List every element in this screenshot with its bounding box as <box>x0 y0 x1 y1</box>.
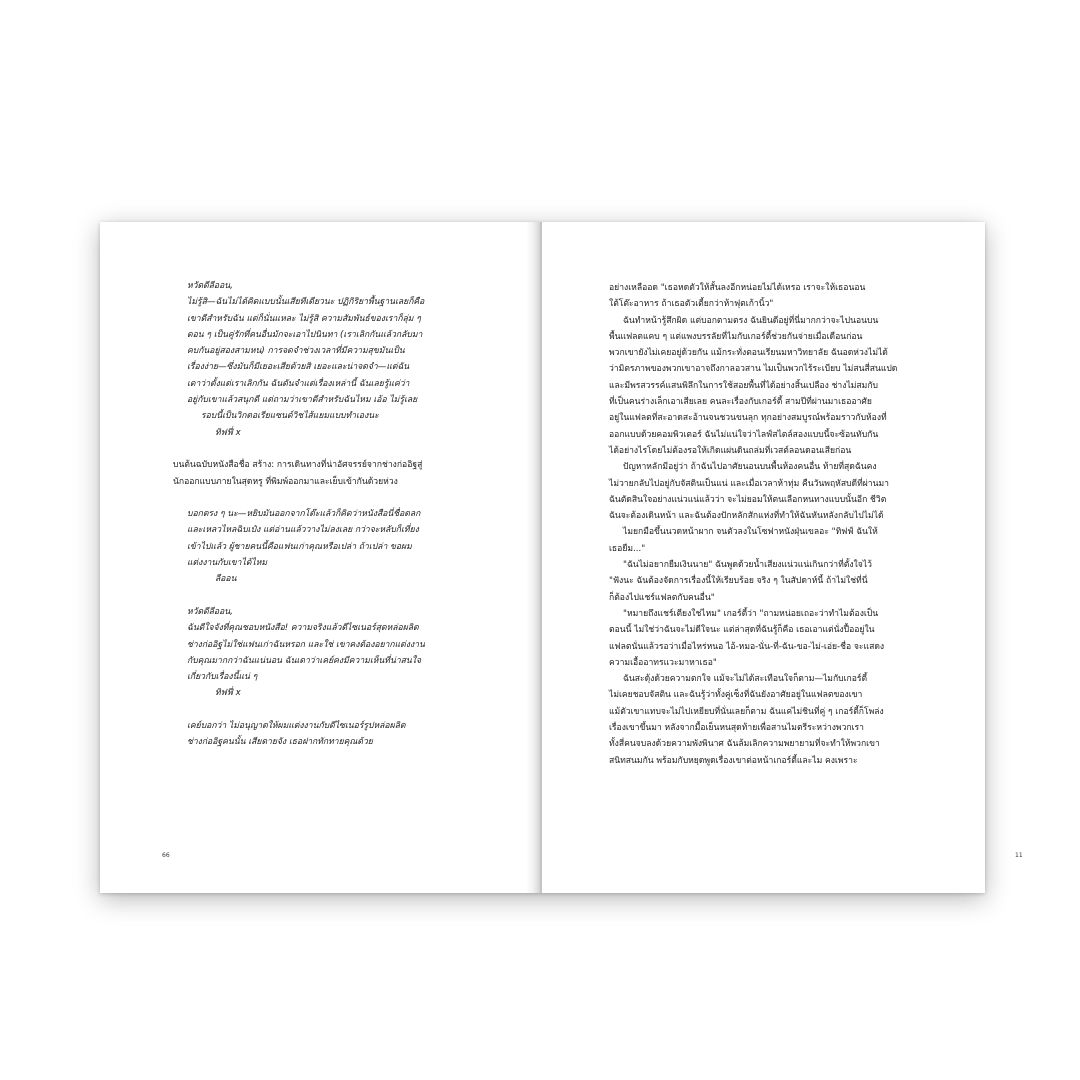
letter1-line: ดอน ๆ เป็นคู่รักที่คนอื่นมักจะเอาไปนินทา (เราเลิกกันแล้วกลับมา <box>187 329 423 340</box>
body-line: อย่างเหลืออด "เธอหดตัวให้สั้นลงอีกหน่อยไม่ได้เหรอ เราจะให้เธอนอน <box>609 283 866 293</box>
page-number-left: 66 <box>162 852 170 859</box>
right-page <box>542 222 1023 893</box>
body-line: ทั้งสี่คนจบลงด้วยความพังพินาศ ฉันล้มเลิกความพยายามที่จะทำให้พวกเขา <box>609 739 880 750</box>
intro-line: นักออกแบบภายในสุดหรู ที่พิมพ์ออกมาและเย็บเข้ากันด้วยห่วง <box>173 476 398 487</box>
body-line: ว่ามิตรภาพของพวกเขาอาจถึงกาลอวสาน ไมเป็นพวกไร้ระเบียบ ไม่สนสี่สนแปด <box>609 364 898 375</box>
letter3-line: ฉันดีใจจังที่คุณชอบหนังสือ! ความจริงแล้วดีไซเนอร์สุดหล่อผลิต <box>187 623 419 634</box>
body-line: ได้อย่างไรโดยไม่ต้องรอให้เกิดแผ่นดินถล่มที่เวสต์ลอนดอนเสียก่อน <box>609 445 852 456</box>
open-book <box>100 222 1023 893</box>
body-line: "ฉันไม่อยากยืมเงินนาย" ฉันพูดด้วยน้ำเสียงแน่วแน่เกินกว่าที่ตั้งใจไว้ <box>623 560 872 571</box>
body-line: และมีพรสวรรค์แสนพิลึกในการใช้สอยพื้นที่ได้อย่างสิ้นเปลือง ช่างไม่สมกับ <box>609 380 878 391</box>
body-line: เรื่องเขาขึ้นมา หลังจากมื้อเย็นหนสุดท้ายเพื่อสานไมตรีระหว่างพวกเรา <box>609 723 864 734</box>
letter1-line: เขาดีสำหรับฉัน แต่ก็นั่นแหละ ไม่รู้สิ ความสัมพันธ์ของเราก็ลุ่ม ๆ <box>187 313 421 324</box>
letter1-line: คบกันอยู่สองสามหน) การจดจำช่วงเวลาที่มีความสุขมันเป็น <box>187 346 405 357</box>
body-line: แฟลตนั่นแล้วรอว่าเมื่อไหร่หนอ ไอ้-หมอ-นั่น-ที่-ฉัน-ขอ-ไม่-เอ่ย-ชื่อ จะแสดง <box>609 641 885 652</box>
body-line: ไมยกมือขึ้นนวดหน้าผาก จนตัวลงในโซฟาหนังฝุ่นเขลอะ "ทิฟฟ์ ฉันให้ <box>623 527 878 538</box>
body-line: ออกแบบด้วยคอมพิวเตอร์ ฉันไม่แน่ใจว่าไลฟ์สไตล์สองแบบนี้จะซ้อนทับกัน <box>609 429 879 440</box>
body-line: ฉันสะดุ้งด้วยความตกใจ แม้จะไม่ได้สะเทือนใจก็ตาม—ไมกับเกอร์ตี้ <box>623 674 868 685</box>
body-line: สนิทสนมกัน พร้อมกับหยุดพูดเรื่องเขาต่อหน้าเกอร์ตี้และไม คงเพราะ <box>609 755 858 766</box>
body-line: เธอยืม..." <box>609 543 646 554</box>
body-line: ความเอื้ออาทรแวะมาหาเธอ" <box>609 657 717 668</box>
body-line: แม้ตัวเขาแทบจะไม่ไปเหยียบที่นั่นเลยก็ตาม ฉันแค่ไม่ชินที่คู่ ๆ เกอร์ตี้ก็โพล่ง <box>609 706 884 717</box>
letter1-signature: ทิฟฟี่ x <box>215 427 241 438</box>
letter1-line: อยู่กับเขาแล้วสนุกดี แต่ถามว่าเขาดีสำหรับฉันไหม เอ้อ ไม่รู้เลย <box>187 395 418 406</box>
letter3-line: เกี่ยวกับเรื่องนี้แน่ ๆ <box>187 672 258 683</box>
letter3-line: หวัดดีลีออน, <box>187 606 233 617</box>
letter2-line: บอกตรง ๆ นะ—หยิบมันออกจากโต๊ะแล้วก็คิดว่าหนังสือนี่ชื่อตลก <box>187 509 421 520</box>
intro-line: บนต้นฉบับหนังสือชื่อ สร้าง: การเดินทางที่น่าอัศจรรย์จากช่างก่ออิฐสู่ <box>173 460 423 471</box>
letter3-signature: ทิฟฟี่ x <box>215 688 241 699</box>
letter2-line: และเหลวไหลฉิบเป๋ง แต่อ่านแล้ววางไม่ลงเลย กว่าจะหลับก็เที่ยง <box>187 525 419 536</box>
body-line: "ฟังนะ ฉันต้องจัดการเรื่องนี้ให้เรียบร้อย จริง ๆ ในสัปดาห์นี้ ถ้าไม่ใช่ที่นี่ <box>609 576 868 587</box>
body-line: พวกเขายังไม่เคยอยู่ด้วยกัน แม้กระทั่งตอนเรียนมหาวิทยาลัย ฉันอดห่วงไม่ได้ <box>609 348 888 359</box>
body-line: พื้นแฟลตแคบ ๆ แต่แพงบรรลัยที่ไมกับเกอร์ตี้ช่วยกันจ่ายเมื่อเดือนก่อน <box>609 331 863 342</box>
page-number-right: 11 <box>1015 852 1023 859</box>
right-page-text <box>609 280 897 769</box>
letter4-line: เคย์บอกว่า ไม่อนุญาตให้ผมแต่งงานกับดีไซเนอร์รูปหล่อผลิต <box>187 721 406 732</box>
letter1-line: ไม่รู้สิ—ฉันไม่ได้คิดแบบนั้นเสียทีเดียวนะ ปฏิกิริยาพื้นฐานเลยก็คือ <box>187 297 425 308</box>
letter1-line: หวัดดีลีออน, <box>187 281 233 291</box>
body-line: ฉันทำหน้ารู้สึกผิด แต่บอกตามตรง ฉันยินดีอยู่ที่นี่มากกว่าจะไปนอนบน <box>623 315 879 326</box>
body-line: ฉันตัดสินใจอย่างแน่วแน่แล้วว่า จะไม่ยอมให้ตนเลือกหนทางแบบนั้นอีก ชีวิต <box>609 494 887 505</box>
body-line: อยู่ในแฟลตที่สะอาดสะอ้านจนชวนขนลุก ทุกอย่างสมบูรณ์พร้อมราวกับห้องที่ <box>609 413 887 424</box>
body-line: ใต้โต๊ะอาหาร ถ้าเธอตัวเตี้ยกว่าห้าฟุตเก้านิ้ว" <box>609 299 774 310</box>
body-line: ปัญหาหลักมีอยู่ว่า ถ้าฉันไปอาศัยนอนบนพื้นห้องคนอื่น ท้ายที่สุดฉันคง <box>623 462 877 473</box>
letter2-line: เข้าไปแล้ว ผู้ชายคนนี้คือแฟนเก่าคุณหรือเปล่า ถ้าเปล่า ขอผม <box>187 541 412 552</box>
body-line: ฉันจะต้องเดินหน้า และฉันต้องปักหลักสักแห่งที่ทำให้ฉันหันหลังกลับไปไม่ได้ <box>609 511 884 522</box>
left-page <box>100 222 536 893</box>
letter2-signature: ลีออน <box>215 574 237 585</box>
letter4-line: ช่างก่ออิฐคนนั้น เสียดายจัง เธอฝากทักทายคุณด้วย <box>187 737 373 748</box>
body-line: ที่เป็นคนร่างเล็กเอาเสียเลย คนละเรื่องกับเกอร์ตี้ สามปีที่ผ่านมาเธออาศัย <box>609 397 872 408</box>
body-line: ตอนนี้ ไม่ใช่ว่าฉันจะไม่ดีใจนะ แต่ล่าสุดที่ฉันรู้ก็คือ เธอเอาแต่นั่งปื้ออยู่ใน <box>609 625 875 636</box>
letter1-line: เดาว่าตั้งแต่เราเลิกกัน ฉันดันจำแต่เรื่องเหล่านี้ ฉันเลยรู้แค่ว่า <box>187 378 410 389</box>
left-page-text <box>173 278 425 751</box>
letter3-line: กับคุณมากกว่าฉันแน่นอน ฉันเดาว่าเคย์คงมีความเห็นที่น่าสนใจ <box>187 655 422 666</box>
letter3-line: ช่างก่ออิฐไม่ใช่แฟนเก่าฉันหรอก และใช่ เขาคงต้องอยากแต่งงาน <box>187 639 425 650</box>
body-line: ก็ต้องไปแชร์แฟลตกับคนอื่น" <box>609 592 715 603</box>
letter1-line: เรื่องง่าย—ซึ่งมันก็มีเยอะเสียด้วยสิ เยอะและน่าจดจำ—แต่ฉัน <box>187 362 410 373</box>
body-line: ไม่วายกลับไปอยู่กับจัสตินเป็นแน่ และเมื่อเวลาห้าทุ่ม คืนวันพฤหัสบดีที่ผ่านมา <box>609 478 889 489</box>
body-line: ไม่เคยชอบจัสติน และฉันรู้ว่าทั้งคู่เซ็งที่ฉันยังอาศัยอยู่ในแฟลตของเขา <box>609 690 863 701</box>
body-line: "หมายถึงแชร์เตียงใช่ไหม" เกอร์ตี้ว่า "ถามหน่อยเถอะว่าทำไมต้องเป็น <box>623 608 879 619</box>
letter1-ps: รอบนี้เป็นวิกตอเรียแซนด์วิชไส้แยมแบบทำเองนะ <box>201 411 379 422</box>
letter2-line: แต่งงานกับเขาได้ไหม <box>187 558 268 569</box>
